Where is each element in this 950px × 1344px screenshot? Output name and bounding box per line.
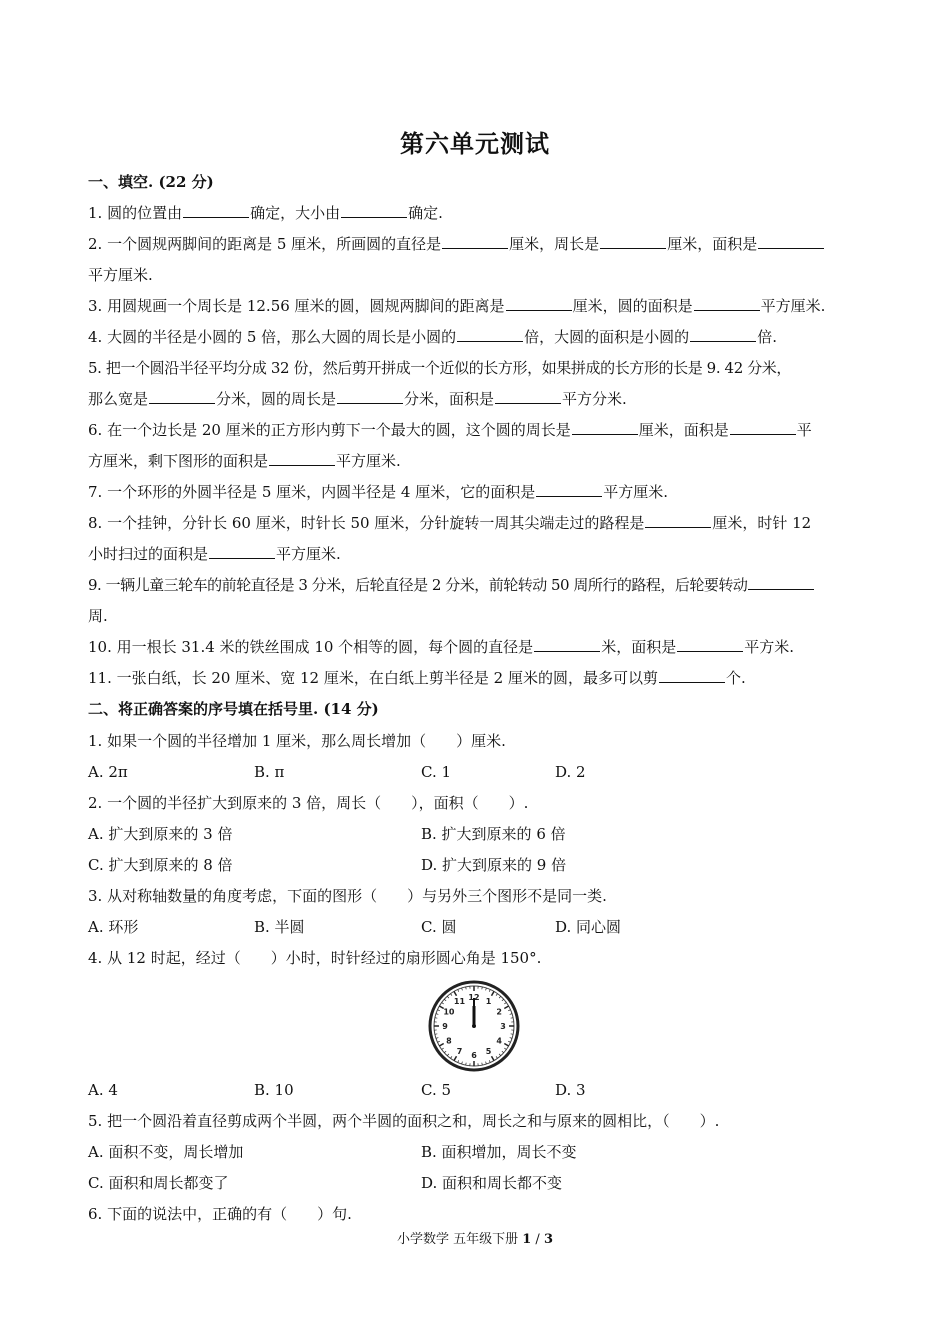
clock-number: 9 — [442, 1022, 448, 1031]
question-1-2-cont: 平方厘米. — [88, 266, 153, 284]
question-1-5: 5. 把一个圆沿半径平均分成 32 份，然后剪开拼成一个近似的长方形，如果拼成的长方形的长是 9. 42 分米， — [88, 359, 792, 377]
option-c[interactable]: C. 扩大到原来的 8 倍 — [88, 856, 233, 874]
answer-blank[interactable] — [748, 575, 814, 590]
question-1-10: 10. 用一根长 31.4 米的铁丝围成 10 个相等的圆，每个圆的直径是 米，面积是 平方米. — [88, 638, 794, 656]
question-1-7: 7. 一个环形的外圆半径是 5 厘米，内圆半径是 4 厘米，它的面积是 平方厘米. — [88, 483, 669, 501]
question-1-3: 3. 用圆规画一个周长是 12.56 厘米的圆，圆规两脚间的距离是 厘米，圆的面积是 平方厘米. — [88, 297, 826, 315]
page-total: 3 — [543, 1232, 553, 1247]
section1-heading: 一、填空. (22 分) — [88, 173, 214, 191]
clock-number: 8 — [446, 1036, 452, 1046]
question-1-5-cont: 那么宽是 分米，圆的周长是 分米，面积是 平方分米. — [88, 390, 627, 408]
page-title: 第六单元测试 — [400, 129, 550, 158]
clock-number: 10 — [443, 1007, 455, 1017]
question-1-2: 2. 一个圆规两脚间的距离是 5 厘米，所画圆的直径是 厘米，周长是 厘米，面积是 — [88, 234, 868, 254]
option-b[interactable]: B. 面积增加，周长不变 — [421, 1143, 577, 1161]
question-2-6: 6. 下面的说法中，正确的有（ ）句. — [88, 1205, 352, 1223]
answer-blank[interactable] — [758, 234, 824, 249]
clock-icon — [428, 980, 520, 1072]
clock-center — [472, 1024, 476, 1028]
question-1-8: 8. 一个挂钟，分针长 60 厘米，时针长 50 厘米，分针旋转一周其尖端走过的路程是 厘米，时针 12 — [88, 514, 812, 532]
answer-blank[interactable] — [645, 513, 711, 528]
option-c[interactable]: C. 圆 — [421, 918, 457, 936]
option-a[interactable]: A. 环形 — [88, 918, 139, 936]
question-1-8-cont: 小时扫过的面积是 平方厘米. — [88, 545, 341, 563]
option-d[interactable]: D. 2 — [555, 763, 586, 781]
clock-number: 12 — [468, 993, 480, 1002]
answer-blank[interactable] — [269, 451, 335, 466]
answer-blank[interactable] — [730, 420, 796, 435]
question-2-2: 2. 一个圆的半径扩大到原来的 3 倍，周长（ ），面积（ ）. — [88, 794, 529, 812]
question-1-9-cont: 周. — [88, 607, 108, 625]
answer-blank[interactable] — [694, 296, 760, 311]
option-d[interactable]: D. 3 — [555, 1081, 586, 1099]
answer-blank[interactable] — [183, 203, 249, 218]
option-c[interactable]: C. 面积和周长都变了 — [88, 1174, 229, 1192]
answer-blank[interactable] — [506, 296, 572, 311]
answer-blank[interactable] — [690, 327, 756, 342]
question-1-1: 1. 圆的位置由 确定，大小由 确定. — [88, 204, 443, 222]
option-b[interactable]: B. 半圆 — [254, 918, 305, 936]
answer-blank[interactable] — [600, 234, 666, 249]
answer-blank[interactable] — [495, 389, 561, 404]
clock-number: 5 — [485, 1047, 492, 1057]
answer-blank[interactable] — [209, 544, 275, 559]
option-c[interactable]: C. 1 — [421, 763, 452, 781]
clock-number: 1 — [485, 996, 492, 1006]
option-d[interactable]: D. 同心圆 — [555, 918, 622, 936]
clock-number: 7 — [456, 1047, 463, 1057]
question-2-1: 1. 如果一个圆的半径增加 1 厘米，那么周长增加（ ）厘米. — [88, 732, 506, 750]
clock-number: 4 — [496, 1036, 502, 1046]
option-d[interactable]: D. 扩大到原来的 9 倍 — [421, 856, 567, 874]
answer-blank[interactable] — [572, 420, 638, 435]
question-1-6-cont: 方厘米，剩下图形的面积是 平方厘米. — [88, 452, 401, 470]
question-1-11: 11. 一张白纸，长 20 厘米、宽 12 厘米，在白纸上剪半径是 2 厘米的圆，最多可以剪 个. — [88, 669, 746, 687]
answer-blank[interactable] — [149, 389, 215, 404]
option-c[interactable]: C. 5 — [421, 1081, 452, 1099]
clock-number: 2 — [496, 1007, 502, 1017]
clock-number: 3 — [500, 1022, 506, 1031]
answer-blank[interactable] — [337, 389, 403, 404]
option-b[interactable]: B. π — [254, 763, 285, 781]
section2-heading: 二、将正确答案的序号填在括号里. (14 分) — [88, 700, 379, 718]
option-d[interactable]: D. 面积和周长都不变 — [421, 1174, 563, 1192]
question-2-4: 4. 从 12 时起，经过（ ）小时，时针经过的扇形圆心角是 150°. — [88, 949, 542, 967]
answer-blank[interactable] — [659, 668, 725, 683]
answer-blank[interactable] — [677, 637, 743, 652]
option-a[interactable]: A. 4 — [88, 1081, 118, 1099]
option-a[interactable]: A. 2π — [88, 763, 128, 781]
option-b[interactable]: B. 10 — [254, 1081, 294, 1099]
clock-number: 6 — [471, 1051, 477, 1060]
option-a[interactable]: A. 扩大到原来的 3 倍 — [88, 825, 233, 843]
page-number: 1 — [522, 1232, 532, 1247]
option-b[interactable]: B. 扩大到原来的 6 倍 — [421, 825, 566, 843]
question-2-5: 5. 把一个圆沿着直径剪成两个半圆，两个半圆的面积之和，周长之和与原来的圆相比，（ ）. — [88, 1112, 720, 1130]
question-1-9: 9. 一辆儿童三轮车的前轮直径是 3 分米，后轮直径是 2 分米，前轮转动 50 周所行的路程，后轮要转动 — [88, 575, 868, 595]
page-footer: 小学数学 五年级下册 1 / 3 — [396, 1232, 553, 1247]
answer-blank[interactable] — [341, 203, 407, 218]
option-a[interactable]: A. 面积不变，周长增加 — [88, 1143, 244, 1161]
question-1-4: 4. 大圆的半径是小圆的 5 倍，那么大圆的周长是小圆的 倍，大圆的面积是小圆的 倍. — [88, 328, 777, 346]
question-1-6: 6. 在一个边长是 20 厘米的正方形内剪下一个最大的圆，这个圆的周长是 厘米，面积是 平 — [88, 421, 812, 439]
answer-blank[interactable] — [534, 637, 600, 652]
clock-number: 11 — [453, 996, 466, 1006]
question-2-3: 3. 从对称轴数量的角度考虑，下面的图形（ ）与另外三个图形不是同一类. — [88, 887, 607, 905]
answer-blank[interactable] — [442, 234, 508, 249]
answer-blank[interactable] — [457, 327, 523, 342]
answer-blank[interactable] — [536, 482, 602, 497]
